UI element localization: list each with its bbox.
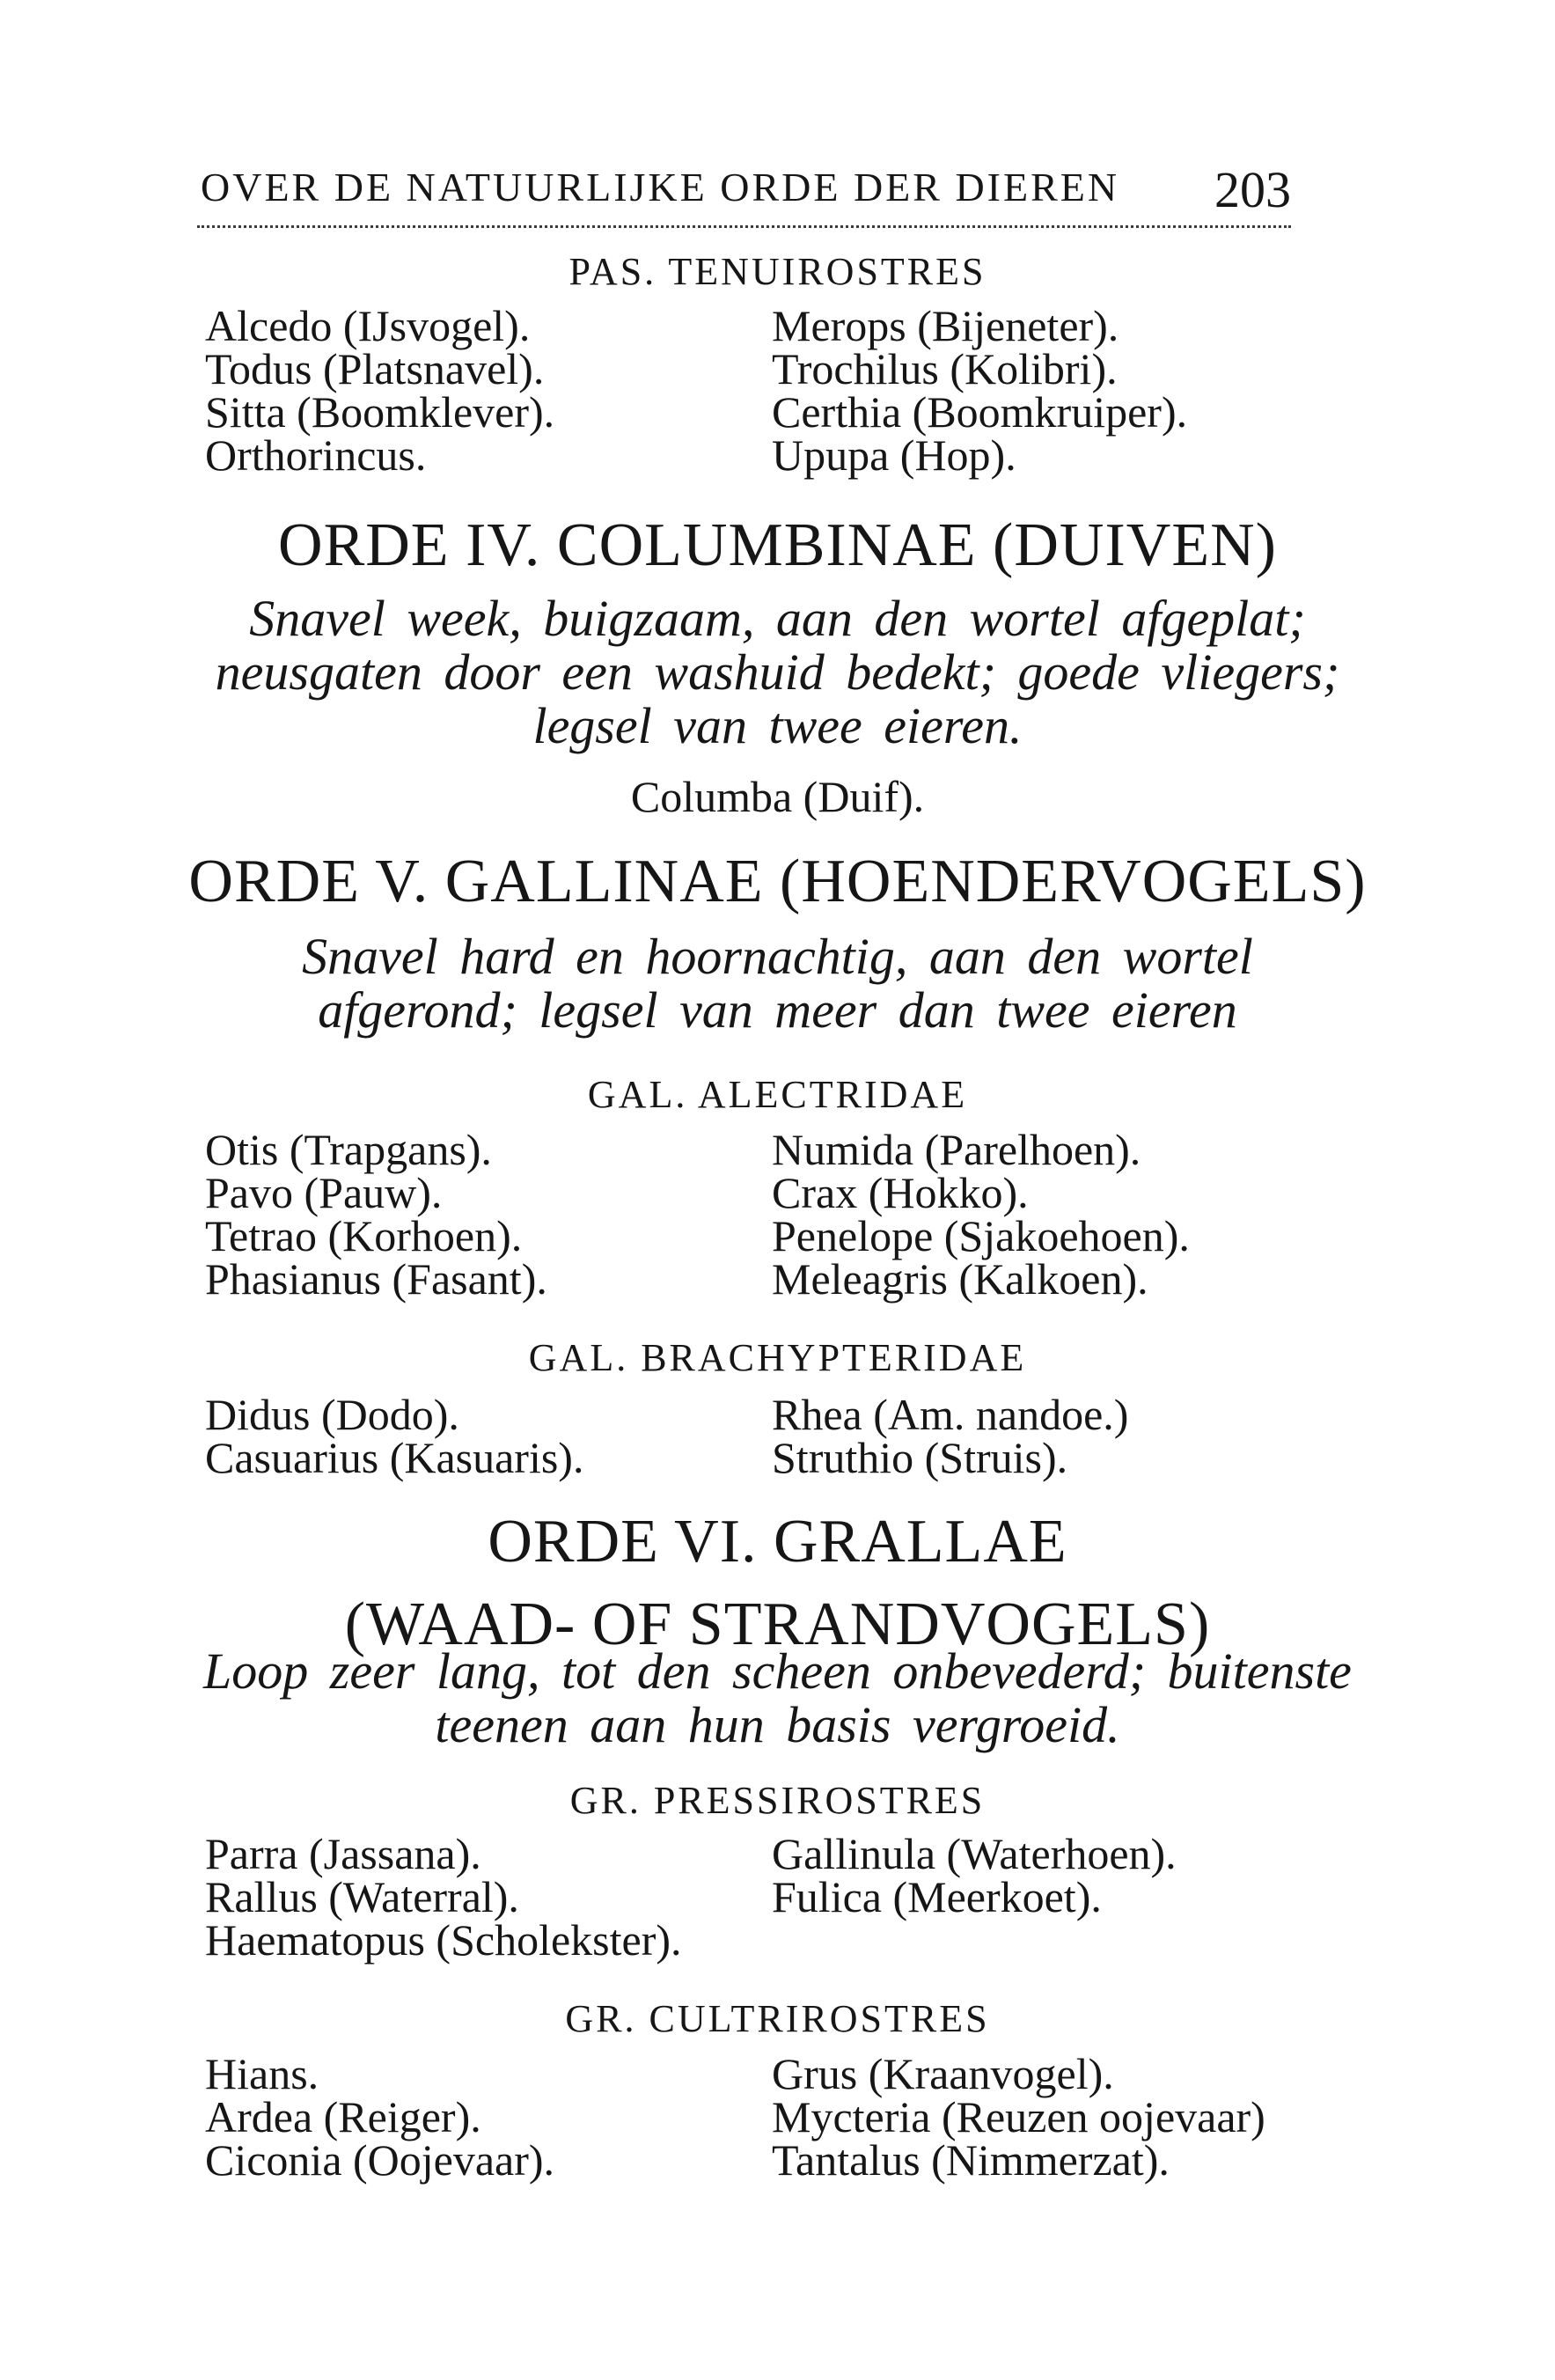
genus-list-right [772,1390,1129,1482]
order-title-line: (WAAD- OF STRANDVOGELS) [344,1590,1211,1658]
genus-entry: Parra (Jassana). [205,1829,481,1878]
genus-entry: Upupa (Hop). [772,430,1016,480]
genus-list-right [772,1829,1177,1921]
page-number: 203 [1214,161,1291,218]
genus-entry: Meleagris (Kalkoen). [772,1254,1148,1304]
genus-list-right [772,2049,1265,2185]
genus-entry: Struthio (Struis). [772,1433,1068,1482]
genus-entry: Phasianus (Fasant). [205,1254,547,1304]
genus-entry: Ardea (Reiger). [205,2092,481,2141]
order-description-grallae [0,1644,1555,1752]
order-title-grallae [0,1501,1555,1666]
order-title-line: ORDE VI. GRALLAE [488,1508,1067,1576]
genus-entry: Todus (Platsnavel). [205,344,545,393]
section-heading-alectridae: GAL. ALECTRIDAE [587,1073,968,1116]
genus-entry: Tantalus (Nimmerzat). [772,2135,1170,2185]
genus-entry: Certhia (Boomkruiper). [772,387,1188,437]
description-line: Snavel hard en hoornachtig, aan den wortel [302,928,1253,985]
genus-entry: Fulica (Meerkoet). [772,1872,1102,1921]
section-heading-brachypteridae: GAL. BRACHYPTERIDAE [528,1336,1027,1379]
genus-entry: Crax (Hokko). [772,1168,1029,1217]
running-title: OVER DE NATUURLIJKE ORDE DER DIEREN [201,165,1120,209]
section-heading-cultrirostres: GR. CULTRIROSTRES [565,1997,990,2040]
genus-entry: Trochilus (Kolibri). [772,344,1118,393]
genus-entry: Grus (Kraanvogel). [772,2049,1114,2098]
genus-entry: Penelope (Sjakoehoen). [772,1211,1190,1260]
genus-list-right [772,301,1188,480]
description-line: neusgaten door een washuid bedekt; goede vliegers; [215,643,1340,701]
genus-entry: Hians. [205,2049,319,2098]
genus-list-left [205,1390,584,1482]
genus-list-left [205,1125,547,1304]
genus-columba: Columba (Duif). [630,772,925,821]
genus-list-left [205,2049,555,2185]
description-line: afgerond; legsel van meer dan twee eieren [318,981,1237,1039]
genus-list-left [205,301,555,480]
genus-entry: Orthorincus. [205,430,427,480]
genus-entry: Mycteria (Reuzen oojevaar) [772,2092,1265,2141]
section-heading-pas-tenuirostres: PAS. TENUIROSTRES [568,250,987,293]
genus-entry: Alcedo (IJsvogel). [205,301,531,350]
description-line: Loop zeer lang, tot den scheen onbevederd; buitenste [203,1642,1352,1700]
genus-entry: Pavo (Pauw). [205,1168,443,1217]
order-title-columbinae: ORDE IV. COLUMBINAE (DUIVEN) [278,511,1277,579]
running-header [197,161,1291,228]
genus-entry: Rallus (Waterral). [205,1872,519,1921]
genus-list-right [772,1125,1190,1304]
genus-entry: Numida (Parelhoen). [772,1125,1141,1174]
genus-entry: Gallinula (Waterhoen). [772,1829,1177,1878]
description-line: teenen aan hun basis vergroeid. [435,1696,1120,1753]
genus-entry: Rhea (Am. nandoe.) [772,1390,1129,1439]
genus-entry: Casuarius (Kasuaris). [205,1433,584,1482]
description-line: Snavel week, buigzaam, aan den wortel afgeplat; [249,590,1306,647]
order-title-gallinae: ORDE V. GALLINAE (HOENDERVOGELS) [188,848,1367,915]
genus-entry: Merops (Bijeneter). [772,301,1119,350]
section-heading-pressirostres: GR. PRESSIROSTRES [569,1779,986,1822]
genus-list-left [205,1829,682,1965]
genus-entry: Haematopus (Scholekster). [205,1915,682,1965]
genus-entry: Ciconia (Oojevaar). [205,2135,555,2185]
genus-entry: Didus (Dodo). [205,1390,459,1439]
order-description-gallinae [0,929,1555,1037]
description-line: legsel van twee eieren. [532,697,1023,754]
order-description-columbinae [0,591,1555,753]
genus-entry: Otis (Trapgans). [205,1125,492,1174]
genus-entry: Sitta (Boomklever). [205,387,555,437]
genus-entry: Tetrao (Korhoen). [205,1211,523,1260]
